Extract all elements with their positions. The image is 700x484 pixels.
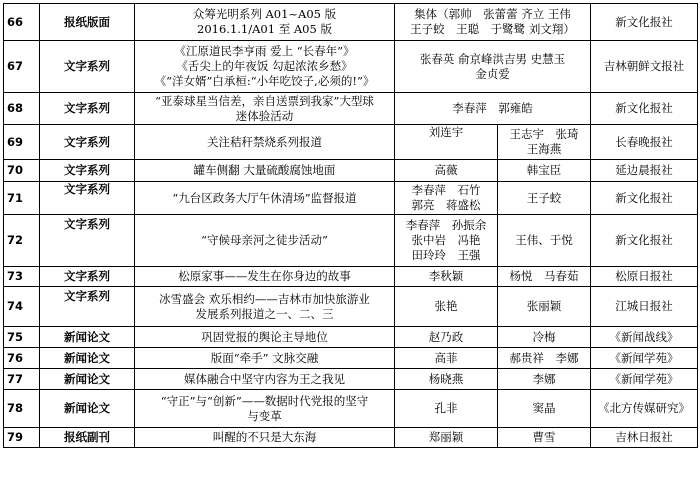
editor-line: 王志宇 张琦 [509,127,579,141]
row-author [395,160,498,182]
row-category: 报纸副刊 [40,428,135,448]
title-line: “亚泰球星当信差，亲自送票到我家”大型球 [155,93,374,108]
table-row [4,4,698,41]
row-number: 77 [4,369,40,390]
row-authors [395,93,591,125]
table-row [4,125,698,160]
row-title [135,267,395,287]
row-unit: 《新闻学苑》 [591,348,698,369]
row-unit: 新文化报社 [591,215,698,267]
row-unit: 吉林朝鲜文报社 [591,41,698,93]
table-row [4,348,698,369]
table-row [4,267,698,287]
row-unit: 新文化报社 [591,4,698,41]
row-author [395,215,498,267]
row-title [135,327,395,348]
row-editor [498,348,591,369]
row-author [395,125,498,160]
row-unit: 《新闻学苑》 [591,369,698,390]
author-line: 田玲玲 王强 [411,248,481,262]
row-title [135,369,395,390]
row-number: 78 [4,390,40,428]
title-line: 《江原道民李亨雨 爱上 “长春年”》 [174,44,355,58]
title-line: 松原家事——发生在你身边的故事 [178,269,351,283]
awards-table [3,3,698,448]
author-line: 王子蛟 王聪 于鹭鹭 刘文翔） [410,22,575,36]
row-category: 文字系列 [40,41,135,93]
row-number: 76 [4,348,40,369]
row-editor [498,215,591,267]
row-category: 新闻论文 [40,348,135,369]
editor-line: 李娜 [532,371,556,386]
editor-line: 窦晶 [532,401,556,415]
row-unit: 新文化报社 [591,93,698,125]
row-editor [498,160,591,182]
row-title [135,428,395,448]
row-number: 71 [4,182,40,215]
author-line: 郭亮 蒋盛松 [411,198,481,212]
row-author [395,369,498,390]
title-line: 叫醒的不只是大东海 [212,430,317,444]
row-title [135,4,395,41]
row-title [135,215,395,267]
editor-line: 杨悦 马春茹 [509,269,579,283]
row-editor [498,287,591,327]
row-unit: 吉林日报社 [591,428,698,448]
row-category: 文字系列 [40,93,135,125]
editor-line: 张丽颖 [526,299,562,313]
title-line: 与变革 [247,408,282,423]
editor-line: 王伟、于悦 [515,233,573,247]
title-line: 冰雪盛会 欢乐相约——吉林市加快旅游业 [159,291,370,306]
table-row [4,369,698,390]
title-line: 《“洋女婿”白承桓:“小年吃饺子,必须的!”》 [154,74,375,88]
row-editor [498,267,591,287]
row-title [135,390,395,428]
title-line: 《舌尖上的年夜饭 勾起浓浓乡愁》 [176,59,353,73]
title-line: 巩固党报的舆论主导地位 [201,329,328,344]
row-title [135,125,395,160]
title-line: 版面“牵手” 文脉交融 [210,350,319,365]
row-category: 文字系列 [40,125,135,160]
title-line: 关注秸秆禁烧系列报道 [207,134,322,149]
author-line: 张春英 俞京峰洪吉男 史慧玉 [419,51,566,66]
editor-line: 王海燕 [526,142,562,156]
editor-line: 曹雪 [532,430,556,444]
author-line: 金贞爱 [475,66,510,81]
row-number: 66 [4,4,40,41]
title-line: “九台区政务大厅午休清场”监督报道 [172,190,357,205]
table-row [4,215,698,267]
table-row [4,182,698,215]
author-line: 李春萍 孙振余 [405,218,487,232]
row-title [135,41,395,93]
table-row [4,428,698,448]
author-line: 刘连宇 [428,125,464,139]
row-category: 新闻论文 [40,327,135,348]
author-line: 郑丽颖 [428,430,464,444]
editor-line: 冷梅 [532,329,556,344]
row-editor [498,327,591,348]
editor-line: 郝贵祥 李娜 [509,350,579,365]
author-line: 张艳 [434,299,458,313]
row-editor [498,390,591,428]
author-line: 李春萍 石竹 [411,183,481,197]
row-title [135,348,395,369]
row-author [395,287,498,327]
table-row [4,93,698,125]
title-line: 发展系列报道之一、二、三 [195,306,334,321]
row-unit: 松原日报社 [591,267,698,287]
row-author [395,390,498,428]
row-category: 报纸版面 [40,4,135,41]
author-line: 李春萍 郭雍皓 [452,101,533,115]
row-category: 文字系列 [40,215,135,267]
row-unit: 长春晚报社 [591,125,698,160]
row-author [395,182,498,215]
author-line: 李秋颖 [428,269,464,283]
editor-line: 王子蛟 [526,190,562,205]
row-author [395,428,498,448]
row-editor [498,428,591,448]
row-number: 72 [4,215,40,267]
row-category: 文字系列 [40,160,135,182]
row-unit: 延边晨报社 [591,160,698,182]
table-row [4,390,698,428]
row-title [135,182,395,215]
row-category: 文字系列 [40,267,135,287]
row-number: 79 [4,428,40,448]
title-line: 2016.1.1/A01 至 A05 版 [197,22,332,36]
row-number: 69 [4,125,40,160]
author-line: 集体（郭帅 张蕾蕾 齐立 王伟 [414,7,571,21]
row-unit: 新文化报社 [591,182,698,215]
row-title [135,287,395,327]
title-line: 众筹光明系列 A01~A05 版 [192,7,337,21]
row-category: 文字系列 [40,182,135,215]
row-title [135,160,395,182]
editor-line: 韩宝臣 [526,163,562,177]
table-row [4,287,698,327]
author-line: 赵乃政 [428,329,464,344]
row-author [395,327,498,348]
author-line: 杨晓燕 [428,371,464,386]
row-category: 新闻论文 [40,369,135,390]
row-editor [498,125,591,160]
title-line: 罐车侧翻 大量硫酸腐蚀地面 [193,163,336,177]
author-line: 高薇 [434,163,458,177]
row-number: 74 [4,287,40,327]
table-row [4,160,698,182]
table-row [4,41,698,93]
row-unit: 《北方传媒研究》 [591,390,698,428]
title-line: “守候母亲河之徒步活动” [201,233,328,247]
author-line: 高菲 [434,350,458,365]
row-author [395,348,498,369]
author-line: 张中岩 冯艳 [411,233,481,247]
title-line: 迷体验活动 [235,108,294,123]
row-editor [498,182,591,215]
row-number: 67 [4,41,40,93]
row-unit: 《新闻战线》 [591,327,698,348]
row-number: 68 [4,93,40,125]
row-number: 70 [4,160,40,182]
title-line: 媒体融合中坚守内容为王之我见 [184,371,345,386]
row-category: 文字系列 [40,287,135,327]
title-line: “守正”与“创新”——数据时代党报的坚守 [160,393,369,408]
row-editor [498,369,591,390]
row-author [395,267,498,287]
row-authors [395,4,591,41]
row-number: 73 [4,267,40,287]
row-unit: 江城日报社 [591,287,698,327]
table-row [4,327,698,348]
row-category: 新闻论文 [40,390,135,428]
author-line: 孔非 [434,401,458,415]
row-number: 75 [4,327,40,348]
awards-table-body [4,4,698,448]
row-title [135,93,395,125]
row-authors [395,41,591,93]
